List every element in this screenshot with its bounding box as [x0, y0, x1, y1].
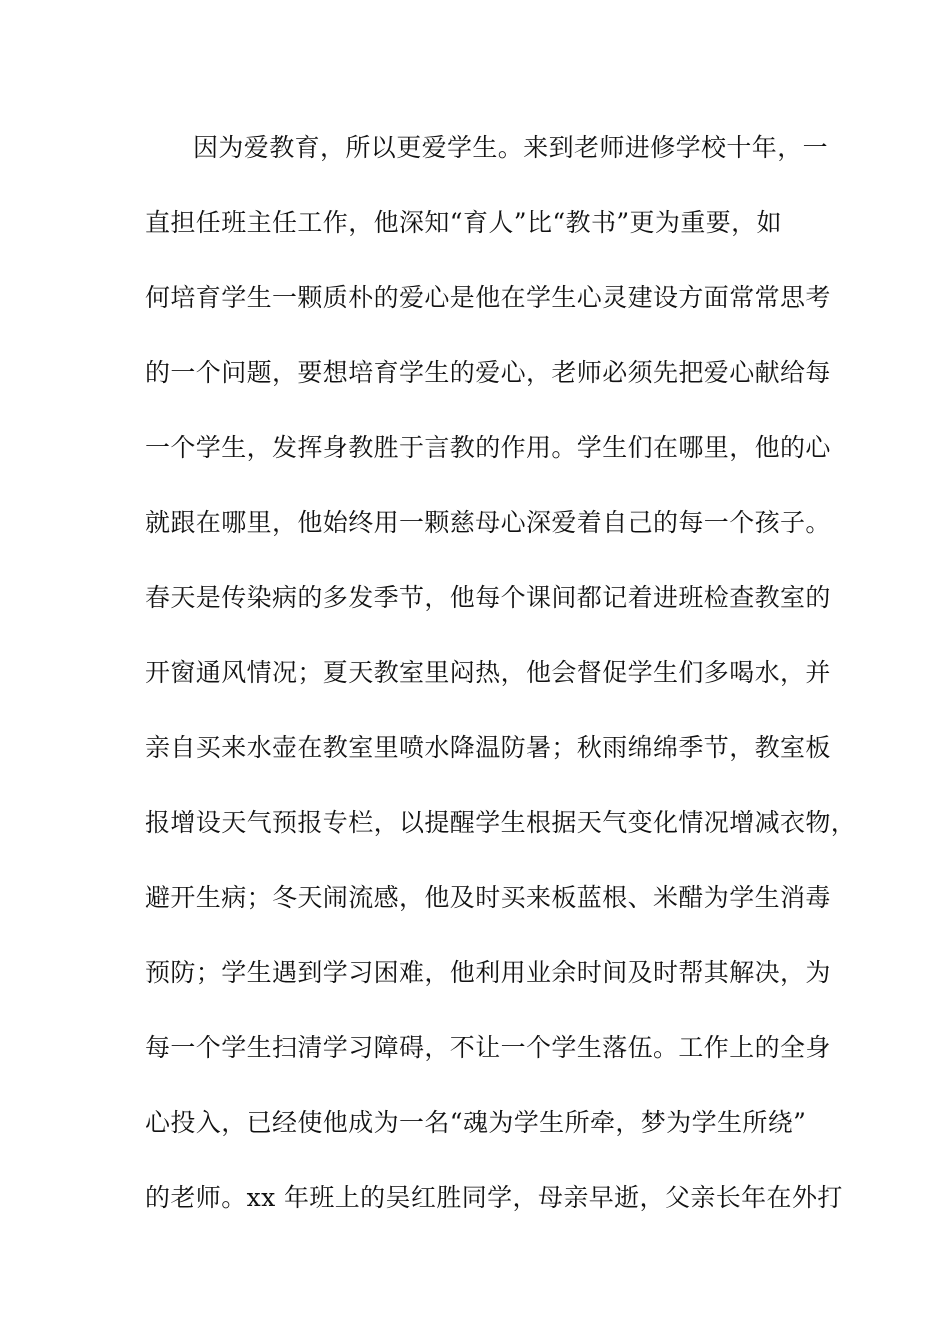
text-line: 开窗通风情况；夏天教室里闷热，他会督促学生们多喝水，并 [145, 658, 831, 687]
text-line: 避开生病；冬天闹流感，他及时买来板蓝根、米醋为学生消毒 [145, 883, 831, 912]
paragraph [145, 128, 857, 1253]
text-line: 直担任班主任工作，他深知“育人”比“教书”更为重要，如 [145, 208, 782, 237]
text-line: 春天是传染病的多发季节，他每个课间都记着进班检查教室的 [145, 583, 831, 612]
text-line: 就跟在哪里，他始终用一颗慈母心深爱着自己的每一个孩子。 [145, 508, 831, 537]
text-line: 因为爱教育，所以更爱学生。来到老师进修学校十年，一 [193, 133, 829, 162]
text-line: 预防；学生遇到学习困难，他利用业余时间及时帮其解决，为 [145, 958, 831, 987]
text-line: 报增设天气预报专栏，以提醒学生根据天气变化情况增减衣物， [145, 808, 857, 837]
text-line: 一个学生，发挥身教胜于言教的作用。学生们在哪里，他的心 [145, 433, 831, 462]
text-line: 的老师。xx 年班上的吴红胜同学，母亲早逝，父亲长年在外打 [145, 1183, 843, 1212]
text-line: 心投入，已经使他成为一名“魂为学生所牵，梦为学生所绕” [145, 1108, 807, 1137]
text-line: 亲自买来水壶在教室里喷水降温防暑；秋雨绵绵季节，教室板 [145, 733, 831, 762]
text-line: 每一个学生扫清学习障碍，不让一个学生落伍。工作上的全身 [145, 1033, 831, 1062]
text-line: 的一个问题，要想培育学生的爱心，老师必须先把爱心献给每 [145, 358, 831, 387]
text-line: 何培育学生一颗质朴的爱心是他在学生心灵建设方面常常思考 [145, 283, 831, 312]
